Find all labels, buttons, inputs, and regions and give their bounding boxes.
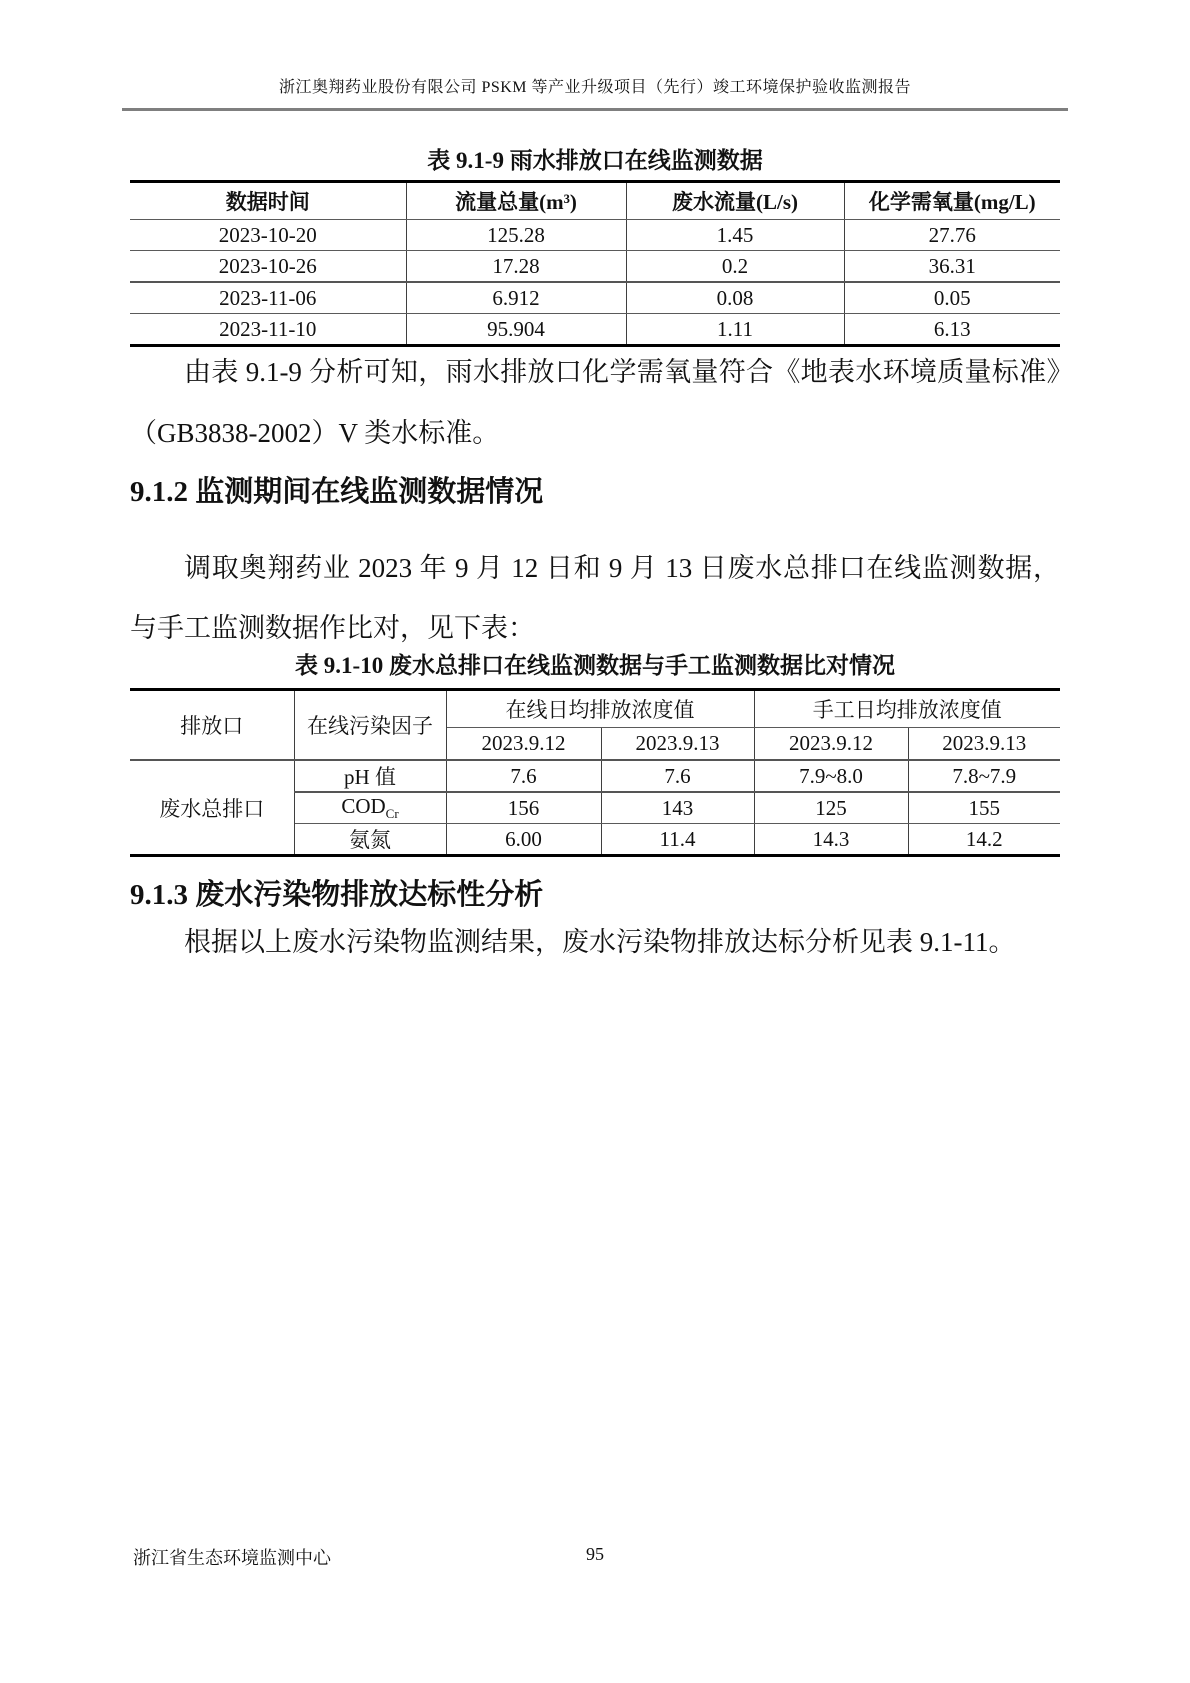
table-9-1-9-title: 表 9.1-9 雨水排放口在线监测数据 — [427, 148, 763, 173]
cell-flow-rate: 1.45 — [626, 220, 844, 251]
header-cell: 数据时间 — [130, 182, 406, 220]
section-heading-9-1-3: 9.1.3 废水污染物排放达标性分析 — [130, 879, 544, 911]
cell-date: 2023-10-26 — [130, 251, 406, 283]
cell-total-flow: 125.28 — [406, 220, 626, 251]
header-cell: 化学需氧量(mg/L) — [844, 182, 1060, 220]
cell-value: 155 — [908, 792, 1060, 824]
header-cell-date: 2023.9.12 — [446, 728, 601, 761]
cell-value: 156 — [446, 792, 601, 824]
cell-value: 143 — [601, 792, 754, 824]
cell-cod: 0.05 — [844, 282, 1060, 314]
paragraph-online-vs-manual: 调取奥翔药业 2023 年 9 月 12 日和 9 月 13 日废水总排口在线监测数据，与手工监测数据作比对，见下表： — [130, 553, 1060, 643]
cell-value: 7.8~7.9 — [908, 760, 1060, 792]
cod-label: COD — [341, 793, 386, 818]
footer-org-name: 浙江省生态环境监测中心 — [133, 1548, 331, 1568]
table-header-row — [130, 690, 1060, 728]
header-cell-date: 2023.9.12 — [754, 728, 908, 761]
cell-flow-rate: 0.2 — [626, 251, 844, 283]
cell-value: 14.2 — [965, 826, 1003, 851]
cell-factor-cod — [294, 792, 446, 824]
header-cell: 废水流量(L/s) — [626, 182, 844, 220]
table-row — [130, 220, 1060, 251]
page-header — [122, 74, 1068, 111]
table-row — [130, 251, 1060, 283]
header-cell-outlet: 排放口 — [130, 690, 294, 761]
cell-value: 14.3 — [754, 824, 908, 856]
table-row — [130, 314, 1060, 346]
cell-date: 2023-11-10 — [130, 314, 406, 346]
cell-date: 2023-11-06 — [130, 282, 406, 314]
table-9-1-10-title: 表 9.1-10 废水总排口在线监测数据与手工监测数据比对情况 — [295, 653, 895, 678]
table-row — [130, 282, 1060, 314]
cell-total-flow: 17.28 — [406, 251, 626, 283]
header-cell-date: 2023.9.13 — [601, 728, 754, 761]
footer-page-number: 95 — [586, 1544, 604, 1564]
cell-cod: 27.76 — [844, 220, 1060, 251]
section-heading-9-1-2: 9.1.2 监测期间在线监测数据情况 — [130, 476, 544, 508]
page-footer — [0, 1544, 1190, 1568]
cell-value: 7.6 — [446, 760, 601, 792]
table-9-1-10 — [130, 688, 1060, 857]
header-cell-online-group: 在线日均排放浓度值 — [446, 690, 754, 728]
cell-value: 6.00 — [446, 824, 601, 856]
table-header-row — [130, 182, 1060, 220]
cell-value: 125 — [754, 792, 908, 824]
paragraph-compliance-intro: 根据以上废水污染物监测结果，废水污染物排放达标分析见表 9.1-11。 — [184, 927, 1016, 957]
cell-flow-rate: 0.08 — [626, 282, 844, 314]
page-header-text: 浙江奥翔药业股份有限公司 PSKM 等产业升级项目（先行）竣工环境保护验收监测报告 — [278, 79, 912, 96]
cell-total-flow: 95.904 — [406, 314, 626, 346]
cell-cod: 6.13 — [933, 316, 971, 341]
cell-value: 7.6 — [601, 760, 754, 792]
header-cell: 流量总量(m³) — [406, 182, 626, 220]
table-9-1-9 — [130, 180, 1060, 347]
header-cell-factor: 在线污染因子 — [294, 690, 446, 761]
cell-total-flow: 6.912 — [406, 282, 626, 314]
cell-cod: 36.31 — [844, 251, 1060, 283]
table-row-ph — [130, 760, 1060, 792]
cell-date: 2023-10-20 — [130, 220, 406, 251]
cod-subscript: Cr — [385, 806, 399, 822]
paragraph-rainwater-conclusion: 由表 9.1-9 分析可知，雨水排放口化学需氧量符合《地表水环境质量标准》（GB3838-2002）V 类水标准。 — [130, 357, 1060, 448]
cell-flow-rate: 1.11 — [626, 314, 844, 346]
header-cell-manual-group: 手工日均排放浓度值 — [754, 690, 1060, 728]
cell-factor-nh3: 氨氮 — [294, 824, 446, 856]
cell-outlet-name: 废水总排口 — [130, 760, 294, 856]
header-cell-date: 2023.9.13 — [908, 728, 1060, 761]
cell-value: 11.4 — [601, 824, 754, 856]
cell-factor-ph: pH 值 — [294, 760, 446, 792]
cell-value: 7.9~8.0 — [754, 760, 908, 792]
